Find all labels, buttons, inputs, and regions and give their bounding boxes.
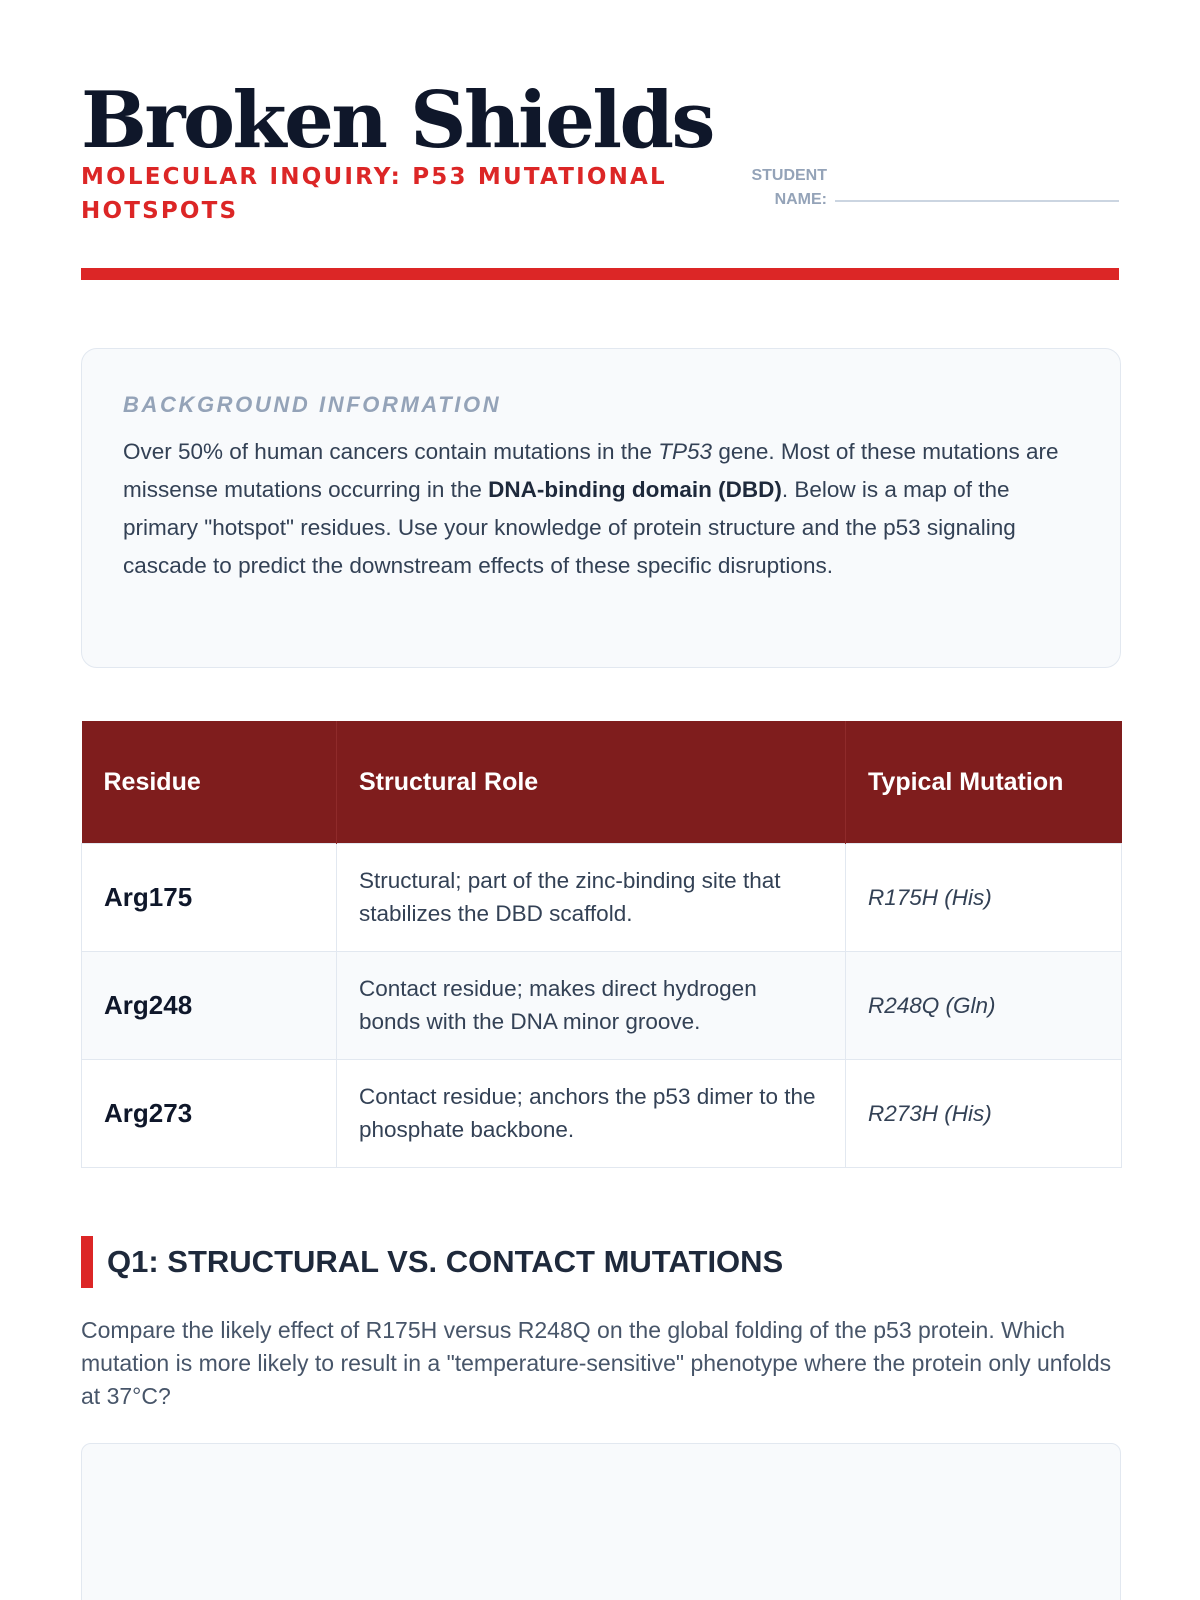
- role-cell: Contact residue; makes direct hydrogen bonds with the DNA minor groove.: [337, 951, 846, 1059]
- column-header-residue: Residue: [82, 721, 337, 843]
- table-row: [82, 1059, 1122, 1167]
- role-cell: Contact residue; anchors the p53 dimer to the phosphate backbone.: [337, 1059, 846, 1167]
- hotspot-table: [81, 721, 1122, 1168]
- background-text-part-2: gene. Most of these mutations are missense mutations occurring in the: [123, 439, 1059, 502]
- column-header-role: Structural Role: [337, 721, 846, 843]
- role-cell: Structural; part of the zinc-binding site that stabilizes the DBD scaffold.: [337, 843, 846, 951]
- residue-cell: Arg175: [82, 843, 337, 951]
- question-1-title: Q1: STRUCTURAL VS. CONTACT MUTATIONS: [107, 1244, 784, 1279]
- mutation-cell: R175H (His): [846, 843, 1122, 951]
- column-header-mutation: Typical Mutation: [846, 721, 1122, 843]
- worksheet-header: [81, 0, 1119, 280]
- question-1-heading: [81, 1236, 981, 1288]
- student-name-line[interactable]: [835, 200, 1119, 202]
- page-subtitle: MOLECULAR INQUIRY: P53 MUTATIONAL HOTSPOTS: [81, 164, 667, 224]
- table-row: [82, 951, 1122, 1059]
- question-1-text: Compare the likely effect of R175H versus R248Q on the global folding of the p53 protein. Which mutation is more likely to result in a "temperature-sensitive" phenotype where the protein only unfolds at 37°C?: [81, 1317, 1112, 1409]
- student-name-field[interactable]: [739, 164, 1119, 214]
- table-header-row: [82, 721, 1122, 843]
- background-text-part-1: Over 50% of human cancers contain mutations in the: [123, 439, 659, 464]
- background-text: [123, 433, 1080, 585]
- background-info-box: [81, 348, 1121, 668]
- mutation-cell: R248Q (Gln): [846, 951, 1122, 1059]
- mutation-cell: R273H (His): [846, 1059, 1122, 1167]
- student-name-label: STUDENT NAME:: [751, 167, 827, 208]
- page-title: Broken Shields: [81, 75, 713, 166]
- question-1-answer-box[interactable]: [81, 1443, 1121, 1600]
- background-text-part-3: . Below is a map of the primary "hotspot" residues. Use your knowledge of protein structure and the p53 signaling cascade to predict the downstream effects of these specific disruptions.: [123, 477, 1016, 578]
- question-accent-bar: [81, 1236, 93, 1288]
- header-divider: [81, 268, 1119, 280]
- residue-cell: Arg273: [82, 1059, 337, 1167]
- background-heading: BACKGROUND INFORMATION: [123, 392, 502, 417]
- residue-cell: Arg248: [82, 951, 337, 1059]
- table-row: [82, 843, 1122, 951]
- gene-name: TP53: [658, 439, 713, 464]
- domain-name: DNA-binding domain (DBD): [488, 477, 782, 502]
